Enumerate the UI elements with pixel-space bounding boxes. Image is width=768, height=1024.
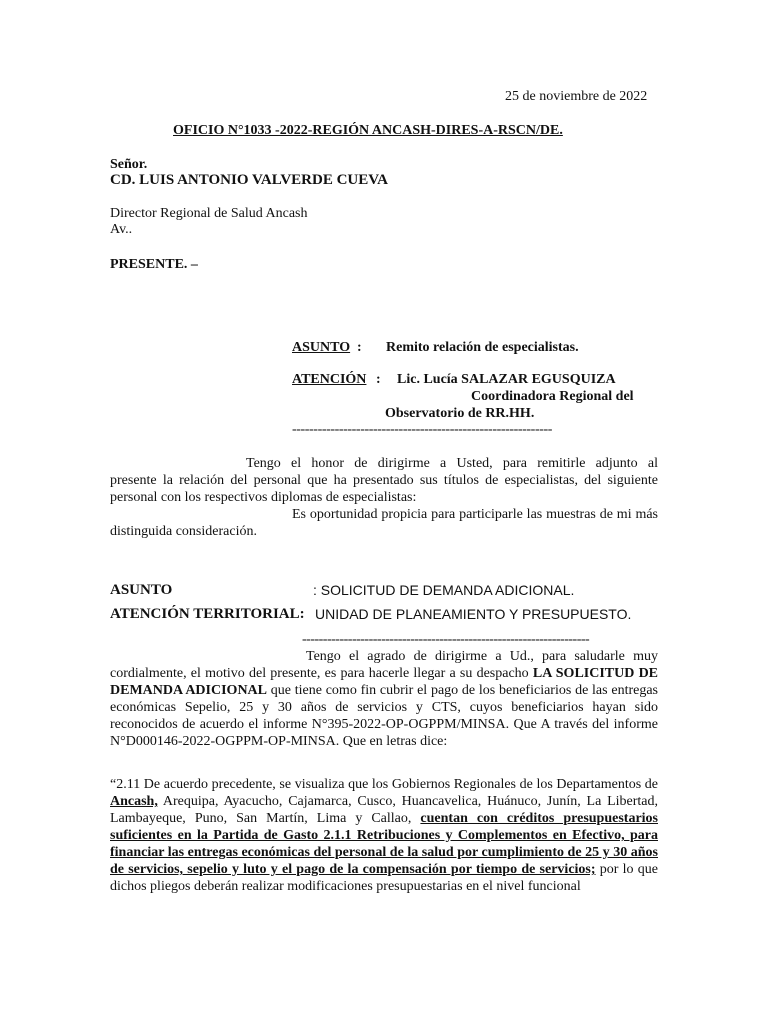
- body1-indent-line: Tengo el honor de dirigirme a Usted, para remitirle adjunto al: [246, 456, 658, 471]
- quote-bold-underlined: cuentan con créditos presupuestarios suficientes en la Partida de Gasto 2.1.1 Retribuciones y Complementos en Efectivo, para financiar las entregas económicas del personal de la salud por cumplimiento de 25 y 30 años de servicios, sepelio y luto y el pago de la compensación por tiempo de servicios;: [110, 811, 658, 877]
- quote-paragraph: [110, 776, 658, 895]
- atencion-role: Coordinadora Regional del: [471, 389, 634, 404]
- atencion-name: Lic. Lucía SALAZAR EGUSQUIZA: [397, 372, 616, 387]
- second-divider: ---------------------------------------------------------------------: [302, 632, 590, 647]
- atencion-territorial-value: UNIDAD DE PLANEAMIENTO Y PRESUPUESTO.: [315, 606, 632, 622]
- document-date: 25 de noviembre de 2022: [505, 89, 648, 104]
- solicitud-bold: LA SOLICITUD DE DEMANDA ADICIONAL: [110, 666, 659, 698]
- quote-text-a: “2.11 De acuerdo precedente, se visualiza que los Gobiernos Regionales de los Departamentos de: [110, 777, 658, 792]
- quote-text-c: por lo que dichos pliegos deberán realizar modificaciones presupuestarias en el nivel funcional: [110, 862, 659, 894]
- atencion-territorial-label: ATENCIÓN TERRITORIAL:: [110, 606, 305, 622]
- recipient-address: Av..: [110, 222, 133, 237]
- asunto-colon: :: [357, 340, 362, 355]
- recipient-salutation: Señor.: [110, 157, 148, 172]
- subject-divider: -------------------------------------------------------------: [292, 422, 552, 437]
- quote-ancash: Ancash,: [110, 794, 158, 809]
- body2-paragraph: [110, 665, 658, 750]
- recipient-name: CD. LUIS ANTONIO VALVERDE CUEVA: [110, 172, 389, 188]
- oficio-number: OFICIO N°1033 -2022-REGIÓN ANCASH-DIRES-A-RSCN/DE.: [173, 123, 563, 138]
- body2-text-a: cordialmente, el motivo del presente, es para hacerle llegar a su despacho: [110, 666, 529, 681]
- body2-indent-line: Tengo el agrado de dirigirme a Ud., para saludarle muy: [306, 649, 658, 664]
- atencion-office: Observatorio de RR.HH.: [385, 406, 535, 421]
- atencion-colon: :: [376, 372, 381, 387]
- body1-paragraph: presente la relación del personal que ha presentado sus títulos de especialistas, del siguiente personal con los respectivos diplomas de especialistas:: [110, 473, 658, 505]
- atencion-label: ATENCIÓN: [292, 372, 367, 387]
- asunto-text: Remito relación de especialistas.: [386, 340, 579, 355]
- presente-label: PRESENTE. –: [110, 257, 198, 272]
- asunto-label: ASUNTO: [292, 340, 351, 355]
- asunto2-label: ASUNTO: [110, 582, 173, 598]
- recipient-position: Director Regional de Salud Ancash: [110, 206, 308, 221]
- body2-text-b: que tiene como fin cubrir el pago de los beneficiarios de las entregas económicas Sepelio, 25 y 30 años de servicios y CTS, cuyos beneficiarios hayan sido reconocidos de acuerdo el informe N°395-2022-OP-OGPPM/MINSA. Que A través del informe N°D000146-2022-OGPPM-OP-MINSA. Que en letras dice:: [110, 683, 659, 749]
- asunto2-value: : SOLICITUD DE DEMANDA ADICIONAL.: [313, 582, 575, 598]
- body1-closing: Es oportunidad propicia para participarle las muestras de mi más distinguida consideración.: [110, 507, 658, 539]
- quote-text-b: Arequipa, Ayacucho, Cajamarca, Cusco, Huancavelica, Huánuco, Junín, La Libertad, Lambayeque, Puno, San Martín, Lima y Callao,: [110, 794, 658, 826]
